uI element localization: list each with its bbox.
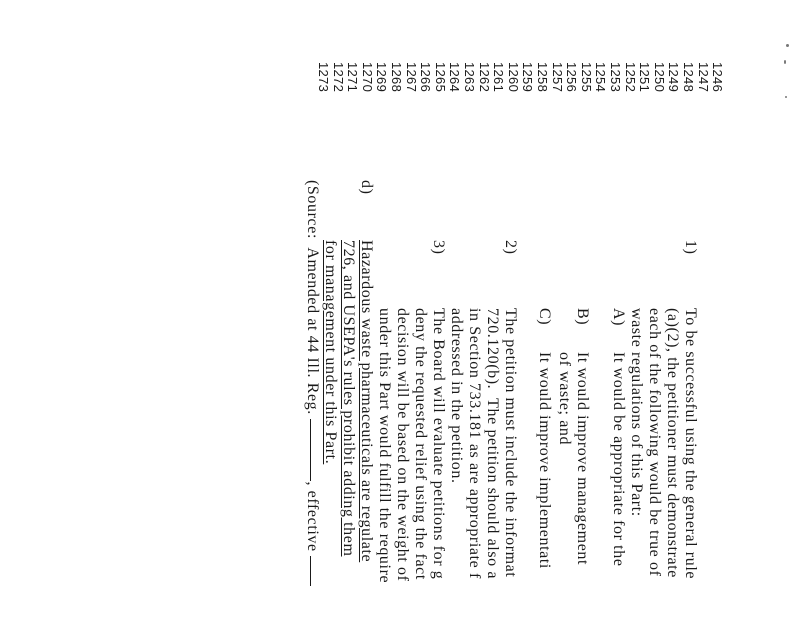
line-number: 1265	[432, 62, 448, 93]
line-number: 1258	[535, 62, 550, 93]
line-number: 1270	[359, 62, 375, 93]
line-number: 1261	[491, 62, 507, 93]
line-number: 1272	[330, 62, 346, 93]
section-1-item-a-marker: A)	[610, 308, 627, 327]
section-1-line-2: (a)(2), the petitioner must demonstrate	[664, 308, 681, 578]
section-1-item-a-text: It would be appropriate for the	[610, 352, 627, 567]
section-1-item-c-marker: C)	[536, 308, 553, 326]
section-1-item-b-text-2: of waste; and	[556, 352, 573, 446]
line-number: 1253	[608, 62, 623, 93]
line-number: 1268	[389, 62, 404, 93]
line-number: 1248	[681, 62, 696, 93]
source-text-before: (Source: Amended at 44 Ill. Reg.	[304, 180, 321, 420]
line-number: 1271	[345, 62, 361, 93]
section-d-line-2: 726, and USEPA's rules prohibit adding them	[340, 240, 357, 557]
line-number: 1259	[520, 62, 536, 93]
line-number: 1266	[418, 62, 434, 93]
line-number: 1269	[374, 62, 390, 93]
line-number: 1246	[710, 62, 726, 93]
line-number: 1255	[578, 62, 594, 93]
section-2-line-4: addressed in the petition.	[448, 308, 465, 484]
scan-speck	[785, 96, 787, 98]
line-number: 1257	[549, 62, 565, 93]
scan-speck	[784, 60, 786, 64]
effective-date-blank	[310, 556, 312, 586]
line-number: 1250	[651, 62, 667, 93]
date-blank	[310, 419, 312, 481]
line-number: 1251	[637, 62, 653, 93]
section-d-line-3: for management under this Part.	[322, 240, 339, 465]
line-number: 1256	[564, 62, 580, 93]
line-number: 1249	[666, 62, 682, 93]
line-number: 1273	[316, 62, 331, 93]
section-3-line-1: The Board will evaluate petitions for g	[430, 308, 447, 580]
section-2-line-3: in Section 733.181 as are appropriate f	[466, 308, 483, 579]
line-number: 1260	[505, 62, 521, 93]
line-number: 1263	[462, 62, 477, 93]
section-d-line-1: Hazardous waste pharmaceuticals are regulate	[358, 240, 375, 563]
section-1-line-4: waste regulations of this Part:	[628, 308, 645, 517]
line-number: 1254	[593, 62, 609, 93]
line-number: 1262	[476, 62, 492, 93]
source-note	[304, 180, 320, 586]
section-1-item-b-marker: B)	[574, 308, 591, 326]
line-number: 1267	[403, 62, 419, 93]
section-1-marker: 1)	[682, 240, 699, 255]
section-2-marker: 2)	[502, 240, 519, 255]
source-text-after: , effective	[304, 481, 321, 557]
section-1-line-1: To be successful using the general rule	[682, 308, 699, 580]
section-1-item-c-text: It would improve implementati	[536, 352, 553, 569]
line-number: 1252	[622, 62, 638, 93]
section-3-line-2: deny the requested relief using the fact	[412, 308, 429, 580]
section-3-line-4: under this Part would fulfill the require	[376, 308, 393, 584]
section-d-marker: d)	[358, 180, 375, 195]
section-1-line-3: each of the following would be true of	[646, 308, 663, 577]
section-2-line-1: The petition must include the informat	[502, 308, 519, 578]
section-2-line-2: 720.120(b). The petition should also a	[484, 308, 501, 580]
scan-speck	[786, 44, 789, 47]
line-number: 1264	[447, 62, 463, 93]
line-number: 1247	[695, 62, 711, 93]
section-3-line-3: decision will be based on the weight of	[394, 308, 411, 582]
section-1-item-b-text-1: It would improve management	[574, 352, 591, 566]
section-3-marker: 3)	[430, 240, 447, 255]
